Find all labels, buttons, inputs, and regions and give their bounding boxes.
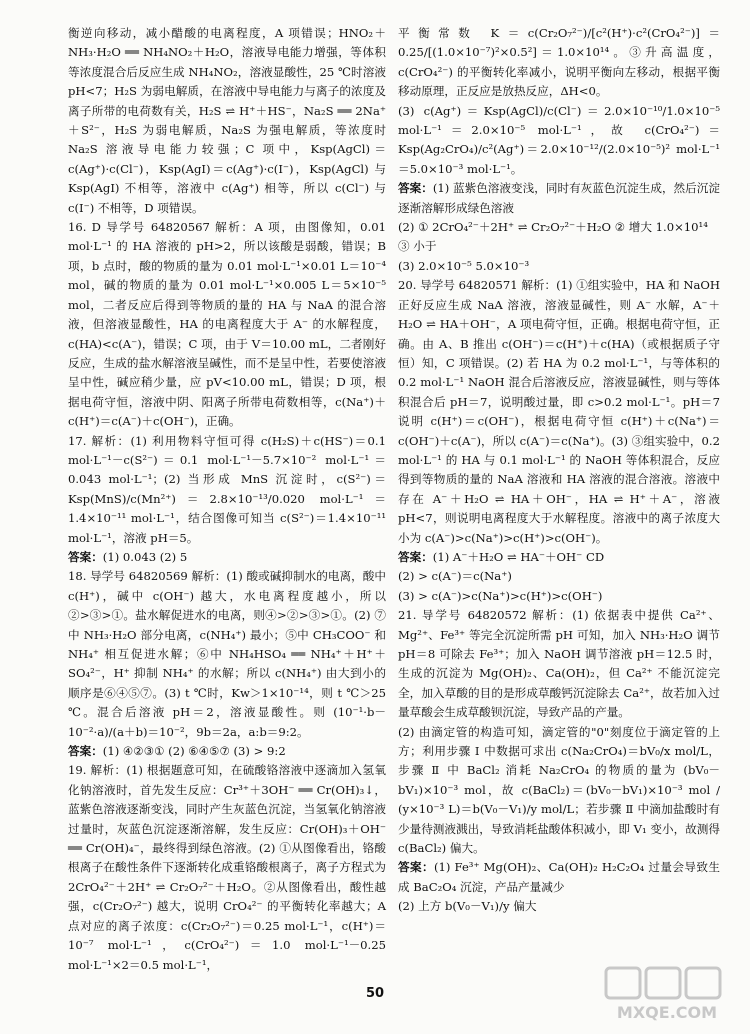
- page-number: 50: [365, 986, 385, 1001]
- answer-21-2: (2) 上方 b(V₀－V₁)/y 偏大: [398, 899, 537, 914]
- answer-17: 答案：(1) 0.043 (2) 5: [68, 549, 188, 564]
- question-19: 19. 解析：(1) 根据题意可知，在硫酸铬溶液中逐滴加入氢氧化钠溶液时，首先发生反应：Cr³⁺＋3OH⁻ ══ Cr(OH)₃↓，蓝紫色溶液逐渐变浅，同时产生灰蓝色沉淀，当氢氧化钠溶液过量时，灰蓝色沉淀逐渐溶解，发生反应：Cr(OH)₃＋OH⁻ ══ Cr(OH)₄⁻，最终得到绿色溶液。(2) ①从图像看出，铬酸根离子在酸性条件下逐渐转化成重铬酸根离子，离子方程式为 2CrO₄²⁻＋2H⁺ ⇌ Cr₂O₇²⁻＋H₂O。②从图像看出，酸性越强，c(Cr₂O₇²⁻) 越大，说明 CrO₄²⁻ 的平衡转化率越大；A 点对应的离子浓度：c(Cr₂O₇²⁻)＝0.25 mol·L⁻¹，c(H⁺)＝10⁻⁷ mol·L⁻¹，c(CrO₄²⁻)＝1.0 mol·L⁻¹－0.25 mol·L⁻¹×2＝0.5 mol·L⁻¹，: [68, 763, 386, 972]
- answer-18: 答案：(1) ④②③① (2) ⑥④⑤⑦ (3) > 9:2: [68, 744, 286, 759]
- answer-label: 答案：: [398, 181, 433, 196]
- question-21: 21. 导学号 64820572 解析：(1) 依据表中提供 Ca²⁺、Mg²⁺、Fe³⁺ 等完全沉淀所需 pH 可知，加入 NH₃·H₂O 调节 pH＝8 可除去 Fe³⁺；加入 NaOH 调节溶液 pH＝12.5 时，生成的沉淀为 Mg(OH)₂、Ca(OH)₂，但 Ca²⁺ 不能沉淀完全，加入草酸的目的是形成草酸钙沉淀除去 Ca²⁺，故若加入过量草酸会生成草酸钡沉淀，导致产品的产量。: [398, 608, 721, 720]
- watermark-logo: [602, 964, 732, 1024]
- answer-21-1: 答案：(1) Fe³⁺ Mg(OH)₂、Ca(OH)₂ H₂C₂O₄ 过量会导致生成 BaC₂O₄ 沉淀，产品产量减少: [398, 860, 720, 894]
- question-21-part2: (2) 由滴定管的构造可知，滴定管的"0"刻度位于滴定管的上方；利用步骤 Ⅰ 中数据可求出 c(Na₂CrO₄)＝bV₀/x mol/L，步骤 Ⅱ 中 BaCl₂ 消耗 Na₂CrO₄ 的物质的量为 (bV₀－bV₁)×10⁻³ mol，故 c(BaCl₂)＝(bV₀－bV₁)×10⁻³ mol / (y×10⁻³ L)＝b(V₀－V₁)/y mol/L；若步骤 Ⅱ 中滴加盐酸时有少量待测液溅出，导致消耗盐酸体积减小，即 V₁ 变小，故测得 c(BaCl₂) 偏大。: [398, 724, 720, 856]
- answer-19-2c: ③ 小于: [398, 239, 437, 254]
- answer-20-2: (2) > c(A⁻)＝c(Na⁺): [398, 569, 512, 584]
- question-16: 16. D 导学号 64820567 解析：A 项，由图像知，0.01 mol·L⁻¹ 的 HA 溶液的 pH>2，所以该酸是弱酸，错误；B 项，b 点时，酸的物质的量为 0.01 mol·L⁻¹×0.01 L＝10⁻⁴ mol，碱的物质的量为 0.01 mol·L⁻¹×0.005 L＝5×10⁻⁵ mol，二者反应后得到等物质的量的 HA 与 NaA 的混合溶液，但溶液显酸性，HA 的电离程度大于 A⁻ 的水解程度，c(HA)<c(A⁻)，错误；C 项，由于 V＝10.00 mL，二者刚好反应，生成的盐水解溶液呈碱性，而不是呈中性，若要使溶液呈中性，碱应稍少量，应 pV<10.00 mL，错误；D 项，根据电荷守恒，溶液中阴、阳离子所带电荷数相等，c(Na⁺)＋c(H⁺)＝c(A⁻)＋c(OH⁻)，正确。: [68, 220, 386, 429]
- answer-19-1: 答案：(1) 蓝紫色溶液变浅，同时有灰蓝色沉淀生成，然后沉淀逐渐溶解形成绿色溶液: [398, 181, 720, 215]
- answer-19-3: (3) 2.0×10⁻⁵ 5.0×10⁻³: [398, 258, 530, 273]
- answer-20-1: 答案：(1) A⁻＋H₂O ⇌ HA⁻＋OH⁻ CD: [398, 549, 605, 564]
- left-column: [68, 24, 386, 975]
- answer-label: 答案：: [68, 744, 103, 759]
- answer-label: 答案：: [68, 549, 103, 564]
- svg-text:MXQE.COM: MXQE.COM: [616, 1003, 718, 1022]
- question-20: 20. 导学号 64820571 解析：(1) ①组实验中，HA 和 NaOH 正好反应生成 NaA 溶液，溶液显碱性，则 A⁻ 水解，A⁻＋H₂O ⇌ HA＋OH⁻，A 项电荷守恒，正确。根据电荷守恒，正确。由 A、B 推出 c(OH⁻)＝c(H⁺)＋c(HA)（或根据质子守恒）知，C 项错误。(2) 若 HA 为 0.2 mol·L⁻¹，与等体积的 0.2 mol·L⁻¹ NaOH 混合后溶液反应，溶液显碱性，则与等体积混合后 pH＝7，说明酸过量，即 c>0.2 mol·L⁻¹。pH＝7 说明 c(H⁺)＝c(OH⁻)，根据电荷守恒 c(H⁺)＋c(Na⁺)＝c(OH⁻)＋c(A⁻)，所以 c(A⁻)＝c(Na⁺)。(3) ③组实验中，0.2 mol·L⁻¹ 的 HA 与 0.1 mol·L⁻¹ 的 NaOH 等体积混合，反应得到等物质的量的 NaA 溶液和 HA 溶液的混合溶液。溶液中存在 A⁻＋H₂O ⇌ HA＋OH⁻，HA ⇌ H⁺＋A⁻，溶液 pH<7，则说明电离程度大于水解程度。溶液中的离子浓度大小为 c(A⁻)>c(Na⁺)>c(H⁺)>c(OH⁻)。: [398, 278, 720, 545]
- right-column: [398, 24, 720, 917]
- question-19-part3: (3) c(Ag⁺)＝Ksp(AgCl)/c(Cl⁻)＝2.0×10⁻¹⁰/1.0×10⁻⁵ mol·L⁻¹＝2.0×10⁻⁵ mol·L⁻¹，故 c(CrO₄²⁻)＝Ksp(Ag₂CrO₄)/c²(Ag⁺)＝2.0×10⁻¹²/(2.0×10⁻⁵)² mol·L⁻¹＝5.0×10⁻³ mol·L⁻¹。: [398, 103, 720, 176]
- answer-19-2: (2) ① 2CrO₄²⁻＋2H⁺ ⇌ Cr₂O₇²⁻＋H₂O ② 增大 1.0×10¹⁴: [398, 220, 708, 235]
- answer-20-3: (3) > c(A⁻)>c(Na⁺)>c(H⁺)>c(OH⁻): [398, 588, 603, 603]
- paragraph-15-tail: 衡逆向移动，减小醋酸的电离程度，A 项错误；HNO₂＋NH₃·H₂O ══ NH₄NO₂＋H₂O，溶液导电能力增强，等体积等浓度混合后反应生成 NH₄NO₂，溶液显酸性，25 ℃时溶液 pH<7；H₂S 为弱电解质，在溶液中导电能力与离子的浓度及离子所带的电荷数有关，H₂S ⇌ H⁺＋HS⁻，Na₂S ══ 2Na⁺＋S²⁻，H₂S 为弱电解质，Na₂S 为强电解质，等浓度时 Na₂S 溶液导电能力较强；C 项中，Ksp(AgCl)＝c(Ag⁺)·c(Cl⁻)，Ksp(AgI)＝c(Ag⁺)·c(I⁻)，Ksp(AgCl) 与 Ksp(AgI) 不相等，溶液中 c(Ag⁺) 相等，所以 c(Cl⁻) 与 c(I⁻) 不相等，D 项错误。: [68, 26, 386, 215]
- question-19-cont: 平衡常数 K＝c(Cr₂O₇²⁻)/[c²(H⁺)·c²(CrO₄²⁻)]＝0.25/[(1.0×10⁻⁷)²×0.5²]＝1.0×10¹⁴。③升高温度，c(CrO₄²⁻) 的平衡转化率减小，说明平衡向左移动，根据平衡移动原理，正反应是放热反应，ΔH<0。: [398, 26, 720, 99]
- answer-label: 答案：: [398, 860, 435, 875]
- answer-label: 答案：: [398, 549, 433, 564]
- question-17: 17. 解析：(1) 利用物料守恒可得 c(H₂S)＋c(HS⁻)＝0.1 mol·L⁻¹－c(S²⁻)＝0.1 mol·L⁻¹－5.7×10⁻² mol·L⁻¹＝0.043 mol·L⁻¹；(2) 当形成 MnS 沉淀时，c(S²⁻)＝Ksp(MnS)/c(Mn²⁺)＝2.8×10⁻¹³/0.020 mol·L⁻¹＝1.4×10⁻¹¹ mol·L⁻¹，结合图像可知当 c(S²⁻)＝1.4×10⁻¹¹ mol·L⁻¹，溶液 pH＝5。: [68, 433, 386, 545]
- question-18: 18. 导学号 64820569 解析：(1) 酸或碱抑制水的电离，酸中 c(H⁺)，碱中 c(OH⁻) 越大，水电离程度越小，所以②>③>①。盐水解促进水的电离，则④>②>③>①。(2) ⑦中 NH₃·H₂O 部分电离，c(NH₄⁺) 最小；⑤中 CH₃COO⁻ 和 NH₄⁺ 相互促进水解；⑥中 NH₄HSO₄ ══ NH₄⁺＋H⁺＋SO₄²⁻，H⁺ 抑制 NH₄⁺ 的水解；所以 c(NH₄⁺) 由大到小的顺序是⑥④⑤⑦。(3) t ℃时，Kw＞1×10⁻¹⁴，则 t ℃＞25 ℃。混合后溶液 pH＝2，溶液显酸性。则 (10⁻¹·b－10⁻²·a)/(a＋b)＝10⁻²，9b＝2a，a:b＝9:2。: [68, 569, 386, 739]
